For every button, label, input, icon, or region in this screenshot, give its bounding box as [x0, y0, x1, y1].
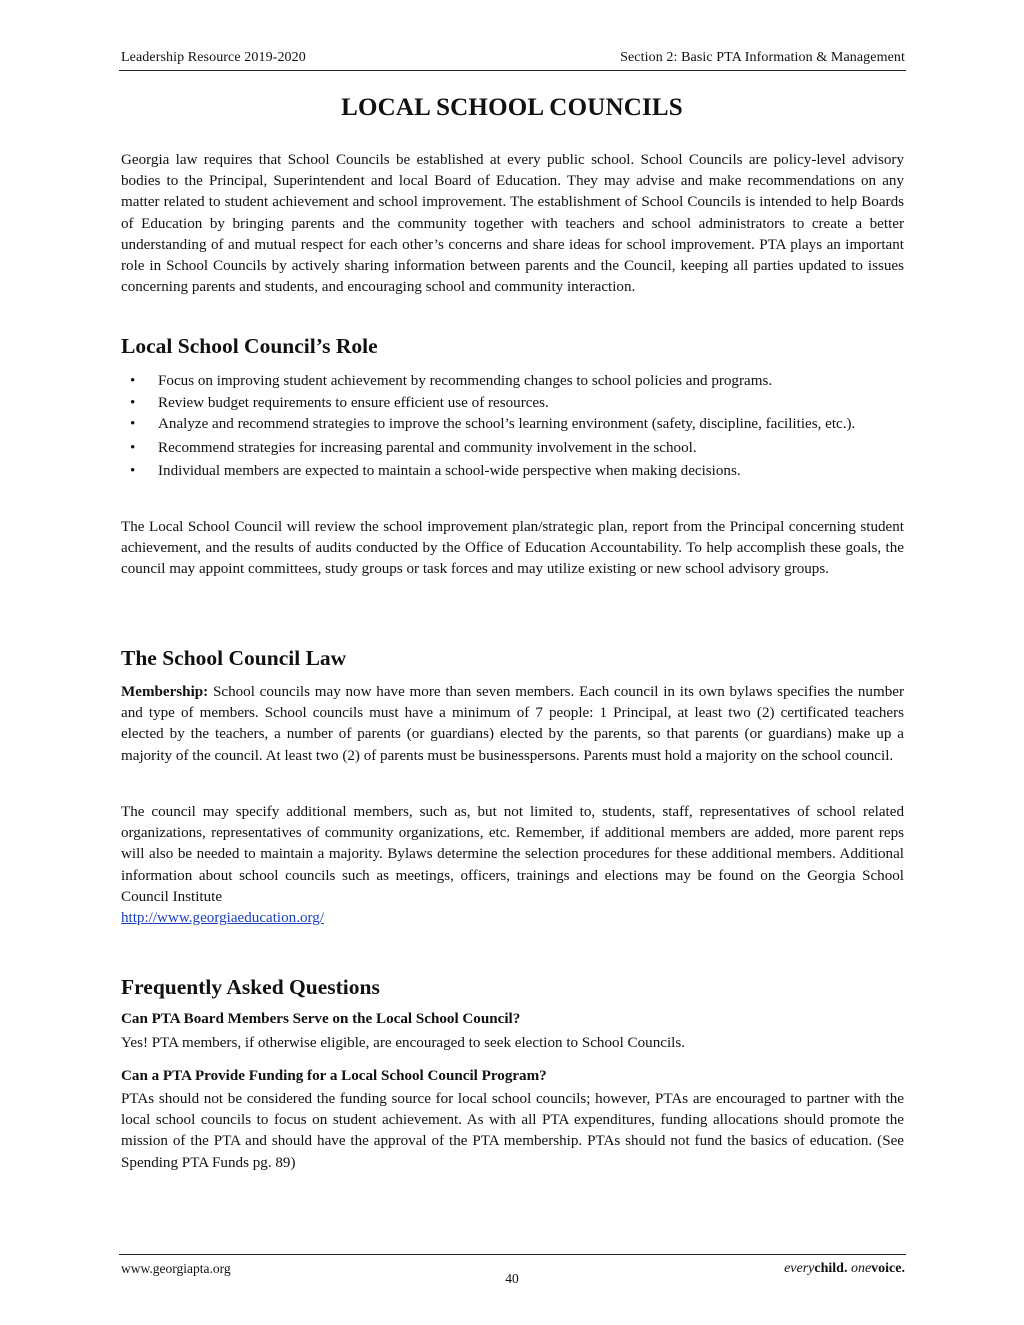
list-item: [121, 460, 904, 482]
bullet-text: Analyze and recommend strategies to improve the school’s learning environment (safety, discipline, facilities, etc.).: [158, 416, 856, 433]
bullet-icon: •: [130, 440, 136, 457]
bullet-text: Review budget requirements to ensure efficient use of resources.: [158, 395, 549, 412]
list-item: [121, 392, 904, 414]
bullet-icon: •: [130, 416, 136, 433]
faq-answer-2: PTAs should not be considered the funding source for local school councils; however, PTAs are encouraged to partner with the local school councils to focus on student achievement. As with all PTA expenditures, funding allocations should promote the mission of the PTA and should have the approval of the PTA membership. PTAs should not fund the basics of education. (See Spending PTA Funds pg. 89): [121, 1091, 904, 1171]
intro-paragraph: Georgia law requires that School Councils be established at every public school. School Councils are policy-level advisory bodies to the Principal, Superintendent and local Board of Education. They may advise and make recommendations on any matter related to student achievement and school improvement. The establishment of School Councils is intended to help Boards of Education by bringing parents and the community together with teachers and school administrators to create a better understanding of and mutual respect for each other’s concerns and share ideas for school improvement. PTA plays an important role in School Councils by actively sharing information between parents and the Council, keeping all parties updated to issues concerning parents and students, and encouraging school and community interaction.: [121, 152, 904, 296]
slogan-voice: voice.: [871, 1261, 905, 1276]
list-item: [121, 370, 904, 392]
role-paragraph: The Local School Council will review the school improvement plan/strategic plan, report from the Principal concerning student achievement, and the results of audits conducted by the Office of Education Accountability. To help accomplish these goals, the council may appoint committees, study groups or task forces and may utilize existing or new school advisory groups.: [121, 519, 904, 578]
footer-divider: [119, 1254, 906, 1255]
bullet-text: Focus on improving student achievement by recommending changes to school policies and programs.: [158, 373, 773, 389]
faq-heading: Frequently Asked Questions: [121, 975, 380, 999]
faq-answer-1: Yes! PTA members, if otherwise eligible, are encouraged to seek election to School Councils.: [121, 1035, 685, 1051]
georgia-education-link[interactable]: http://www.georgiaeducation.org/: [121, 910, 325, 927]
bullet-icon: •: [130, 462, 136, 479]
law-heading: The School Council Law: [121, 646, 347, 670]
footer-slogan: [784, 1261, 905, 1277]
header-section-title: Section 2: Basic PTA Information & Management: [620, 50, 905, 65]
faq-question-2: Can a PTA Provide Funding for a Local School Council Program?: [121, 1068, 547, 1084]
role-heading: Local School Council’s Role: [121, 334, 378, 358]
header-resource-title: Leadership Resource 2019-2020: [121, 50, 306, 65]
council-paragraph: [121, 802, 904, 929]
faq-question-1: Can PTA Board Members Serve on the Local School Council?: [121, 1011, 521, 1027]
page-number: 40: [505, 1271, 519, 1286]
bullet-text: Recommend strategies for increasing parental and community involvement in the school.: [158, 440, 697, 457]
slogan-every: every: [784, 1261, 815, 1276]
header-divider: [119, 70, 906, 71]
bullet-icon: •: [130, 395, 136, 412]
membership-label: Membership:: [121, 684, 209, 700]
list-item: [121, 437, 904, 459]
slogan-one: one: [850, 1261, 872, 1276]
footer-website: www.georgiapta.org: [121, 1261, 231, 1276]
membership-paragraph: [121, 682, 904, 767]
list-item: [121, 414, 904, 435]
council-text: The council may specify additional members, such as, but not limited to, students, staff, representatives of school related organizations, representatives of community organizations, etc. Remember, if additional members are added, more parent reps will also be needed to maintain a majority. Bylaws determine the selection procedures for these additional members. Additional information about school councils such as meetings, officers, trainings and elections may be found on the Georgia School Council Institute: [121, 804, 904, 905]
bullet-icon: •: [130, 373, 136, 389]
slogan-child: child.: [814, 1261, 848, 1276]
membership-text: School councils may now have more than seven members. Each council in its own bylaws specifies the number and type of members. School councils must have a minimum of 7 people: 1 Principal, at least two (2) certificated teachers elected by the teachers, a number of parents (or guardians) elected by the parents, so that parents (or guardians) make up a majority of the council. At least two (2) of parents must be businesspersons. Parents must hold a majority on the school council.: [121, 684, 904, 764]
role-bullet-list: [121, 370, 904, 482]
bullet-text: Individual members are expected to maintain a school-wide perspective when making decisions.: [158, 462, 741, 479]
page-title: LOCAL SCHOOL COUNCILS: [341, 94, 683, 121]
